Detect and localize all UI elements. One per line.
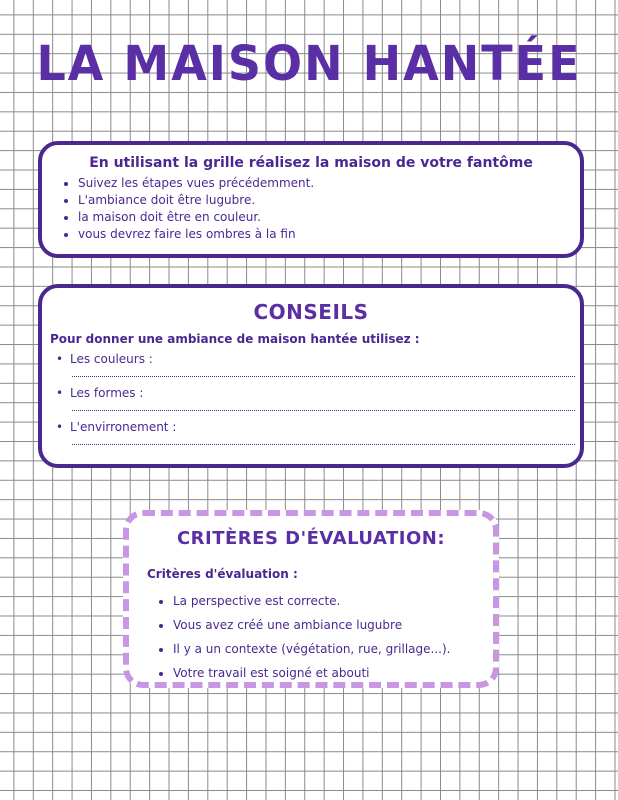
list-item: • la maison doit être en couleur. bbox=[78, 209, 580, 226]
tip-label: Les formes : bbox=[70, 386, 144, 400]
list-item: • vous devrez faire les ombres à la fin bbox=[78, 226, 580, 243]
list-item: • Il y a un contexte (végétation, rue, grillage...). bbox=[173, 637, 493, 661]
instructions-heading: En utilisant la grille réalisez la maison de votre fantôme bbox=[89, 155, 533, 171]
bullet-icon: • bbox=[56, 386, 64, 400]
conseils-title: CONSEILS bbox=[253, 300, 369, 324]
tip-item bbox=[56, 420, 580, 445]
list-item: • Votre travail est soigné et abouti bbox=[173, 661, 493, 685]
list-item: • Suivez les étapes vues précédemment. bbox=[78, 175, 580, 192]
dotted-answer-line[interactable] bbox=[72, 400, 575, 411]
conseils-box bbox=[38, 284, 584, 468]
dotted-answer-line[interactable] bbox=[72, 366, 575, 377]
instructions-list bbox=[42, 175, 580, 243]
bullet-icon: • bbox=[56, 352, 64, 366]
criteres-box bbox=[123, 510, 499, 688]
criteres-title: CRITÈRES D'ÉVALUATION: bbox=[176, 528, 446, 549]
tip-label: Les couleurs : bbox=[70, 352, 153, 366]
criteres-list bbox=[129, 589, 493, 685]
tip-item bbox=[56, 386, 580, 411]
criteres-label: Critères d'évaluation : bbox=[147, 567, 298, 581]
page-title: LA MAISON HANTÉE bbox=[36, 34, 582, 92]
bullet-icon: • bbox=[56, 420, 64, 434]
instructions-box bbox=[38, 141, 584, 258]
conseils-intro: Pour donner une ambiance de maison hantée utilisez : bbox=[50, 332, 420, 346]
list-item: • La perspective est correcte. bbox=[173, 589, 493, 613]
list-item: • L'ambiance doit être lugubre. bbox=[78, 192, 580, 209]
list-item: • Vous avez créé une ambiance lugubre bbox=[173, 613, 493, 637]
tip-item bbox=[56, 352, 580, 377]
dotted-answer-line[interactable] bbox=[72, 434, 575, 445]
tip-label: L'envirronement : bbox=[70, 420, 177, 434]
